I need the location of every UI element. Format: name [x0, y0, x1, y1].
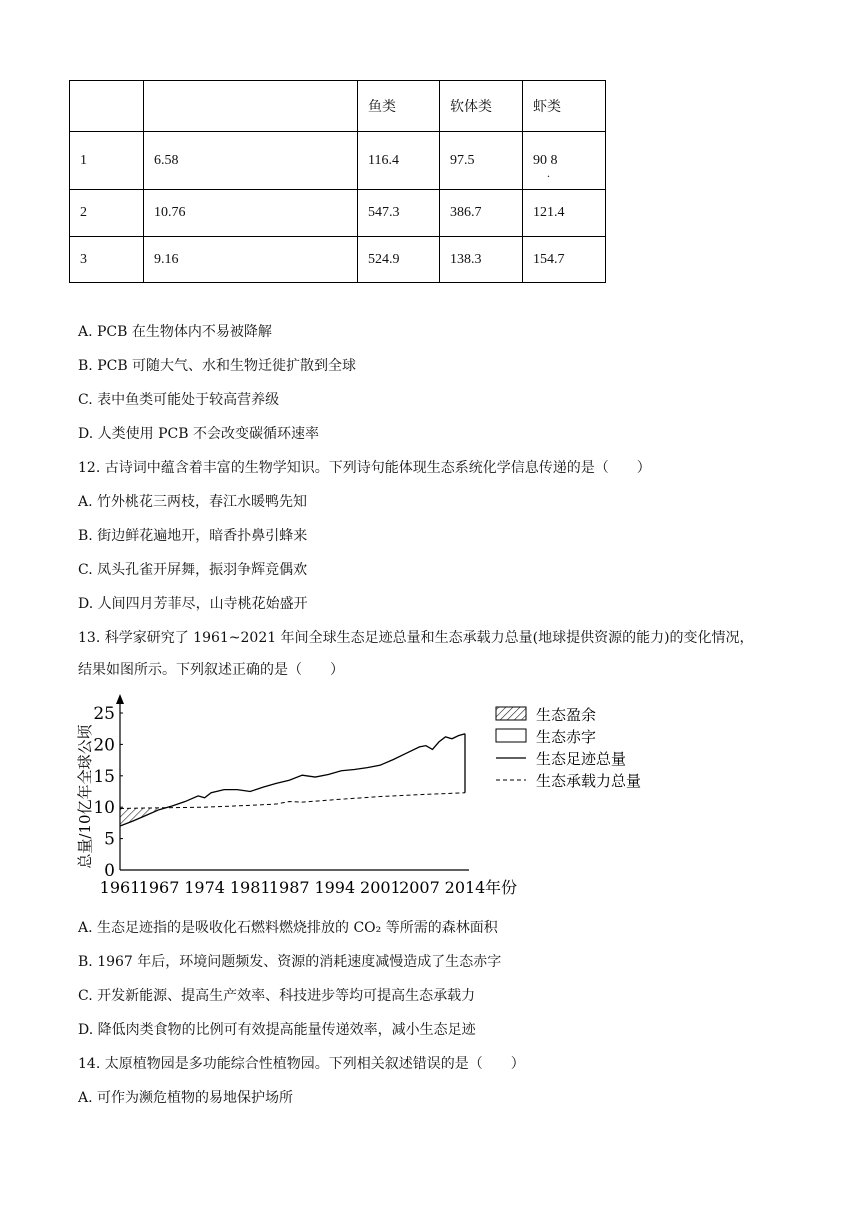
- q14-stem: 14. 太原植物园是多功能综合性植物园。下列相关叙述错误的是（ ）: [78, 1056, 525, 1072]
- q13-stem-line2: 结果如图所示。下列叙述正确的是（ ）: [78, 662, 344, 678]
- q11-option-a: A. PCB 在生物体内不易被降解: [78, 324, 272, 340]
- table-cell: 3: [70, 237, 144, 283]
- q12-option-b: B. 街边鲜花遍地开，暗香扑鼻引蜂来: [78, 528, 308, 544]
- table-cell: 116.4: [358, 132, 440, 190]
- q13-option-d: D. 降低肉类食物的比例可有效提高能量传递效率，减小生态足迹: [78, 1022, 476, 1038]
- table-cell: [523, 132, 606, 190]
- table-cell: 2: [70, 190, 144, 237]
- table-cell: 524.9: [358, 237, 440, 283]
- y-tick-label: 5: [104, 829, 115, 850]
- table-header-row: [70, 81, 606, 132]
- q13-stem-line1: 13. 科学家研究了 1961~2021 年间全球生态足迹总量和生态承载力总量(地球提供资源的能力)的变化情况，: [78, 630, 754, 646]
- cell-value: 90 8: [533, 152, 558, 168]
- y-axis-arrow: [116, 694, 124, 704]
- legend-label: 生态赤字: [536, 728, 597, 746]
- stray-dot: .: [547, 166, 550, 180]
- table-header-mollusc: 软体类: [440, 81, 523, 132]
- chart-svg: [70, 690, 690, 902]
- table-cell: [144, 81, 358, 132]
- legend-deficit-swatch: [496, 729, 526, 742]
- legend-label: 生态承载力总量: [536, 772, 642, 790]
- q13-option-a: A. 生态足迹指的是吸收化石燃料燃烧排放的 CO₂ 等所需的森林面积: [78, 920, 498, 936]
- x-tick-label: 1961: [99, 878, 141, 897]
- y-tick-label: 10: [93, 798, 115, 819]
- table-cell: 6.58: [144, 132, 358, 190]
- q14-option-a: A. 可作为濒危植物的易地保护场所: [78, 1090, 294, 1106]
- legend-label: 生态盈余: [536, 706, 597, 724]
- footprint-line: [120, 734, 465, 826]
- x-tick-label: 1974: [184, 878, 225, 897]
- table-header-shrimp: 虾类: [523, 81, 606, 132]
- x-axis-label: 年份: [485, 878, 518, 897]
- footprint-chart: [70, 690, 690, 902]
- table-cell: 138.3: [440, 237, 523, 283]
- legend-label: 生态足迹总量: [536, 750, 627, 768]
- q12-option-c: C. 凤头孔雀开屏舞，振羽争辉竞偶欢: [78, 562, 308, 578]
- x-tick-label: 2001: [360, 878, 401, 897]
- y-tick-label: 15: [93, 766, 115, 787]
- table-header-fish: 鱼类: [358, 81, 440, 132]
- q12-option-d: D. 人间四月芳菲尽，山寺桃花始盛开: [78, 596, 308, 612]
- table-row: [70, 190, 606, 237]
- q12-option-a: A. 竹外桃花三两枝，春江水暖鸭先知: [78, 494, 308, 510]
- table-cell: 10.76: [144, 190, 358, 237]
- x-tick-label: 1987: [268, 878, 310, 897]
- y-tick-label: 25: [93, 704, 115, 724]
- table-row: [70, 132, 606, 190]
- legend-surplus-swatch: [496, 707, 526, 720]
- q11-option-c: C. 表中鱼类可能处于较高营养级: [78, 392, 280, 408]
- table-cell: 9.16: [144, 237, 358, 283]
- table-cell: 121.4: [523, 190, 606, 237]
- q13-option-c: C. 开发新能源、提高生产效率、科技进步等均可提高生态承载力: [78, 988, 476, 1004]
- table-cell: 154.7: [523, 237, 606, 283]
- q11-option-d: D. 人类使用 PCB 不会改变碳循环速率: [78, 426, 319, 442]
- x-tick-label: 1981: [229, 878, 271, 897]
- table-cell: 1: [70, 132, 144, 190]
- x-tick-label: 1967: [138, 878, 180, 897]
- q11-option-b: B. PCB 可随大气、水和生物迁徙扩散到全球: [78, 358, 357, 374]
- y-tick-label: 0: [104, 861, 115, 881]
- table-cell: 547.3: [358, 190, 440, 237]
- x-tick-label: 2014: [444, 878, 486, 897]
- y-tick-label: 20: [93, 735, 115, 756]
- table-cell: 97.5: [440, 132, 523, 190]
- q13-option-b: B. 1967 年后，环境问题频发、资源的消耗速度减慢造成了生态赤字: [78, 954, 502, 970]
- table-row: [70, 237, 606, 283]
- y-axis-label: 总量/10亿年全球公顷: [76, 724, 94, 869]
- x-tick-label: 1994: [314, 878, 356, 897]
- q12-stem: 12. 古诗词中蕴含着丰富的生物学知识。下列诗句能体现生态系统化学信息传递的是（ ）: [78, 460, 651, 476]
- x-tick-label: 2007: [399, 878, 440, 897]
- table-cell: [70, 81, 144, 132]
- table-cell: 386.7: [440, 190, 523, 237]
- data-table: [69, 80, 606, 283]
